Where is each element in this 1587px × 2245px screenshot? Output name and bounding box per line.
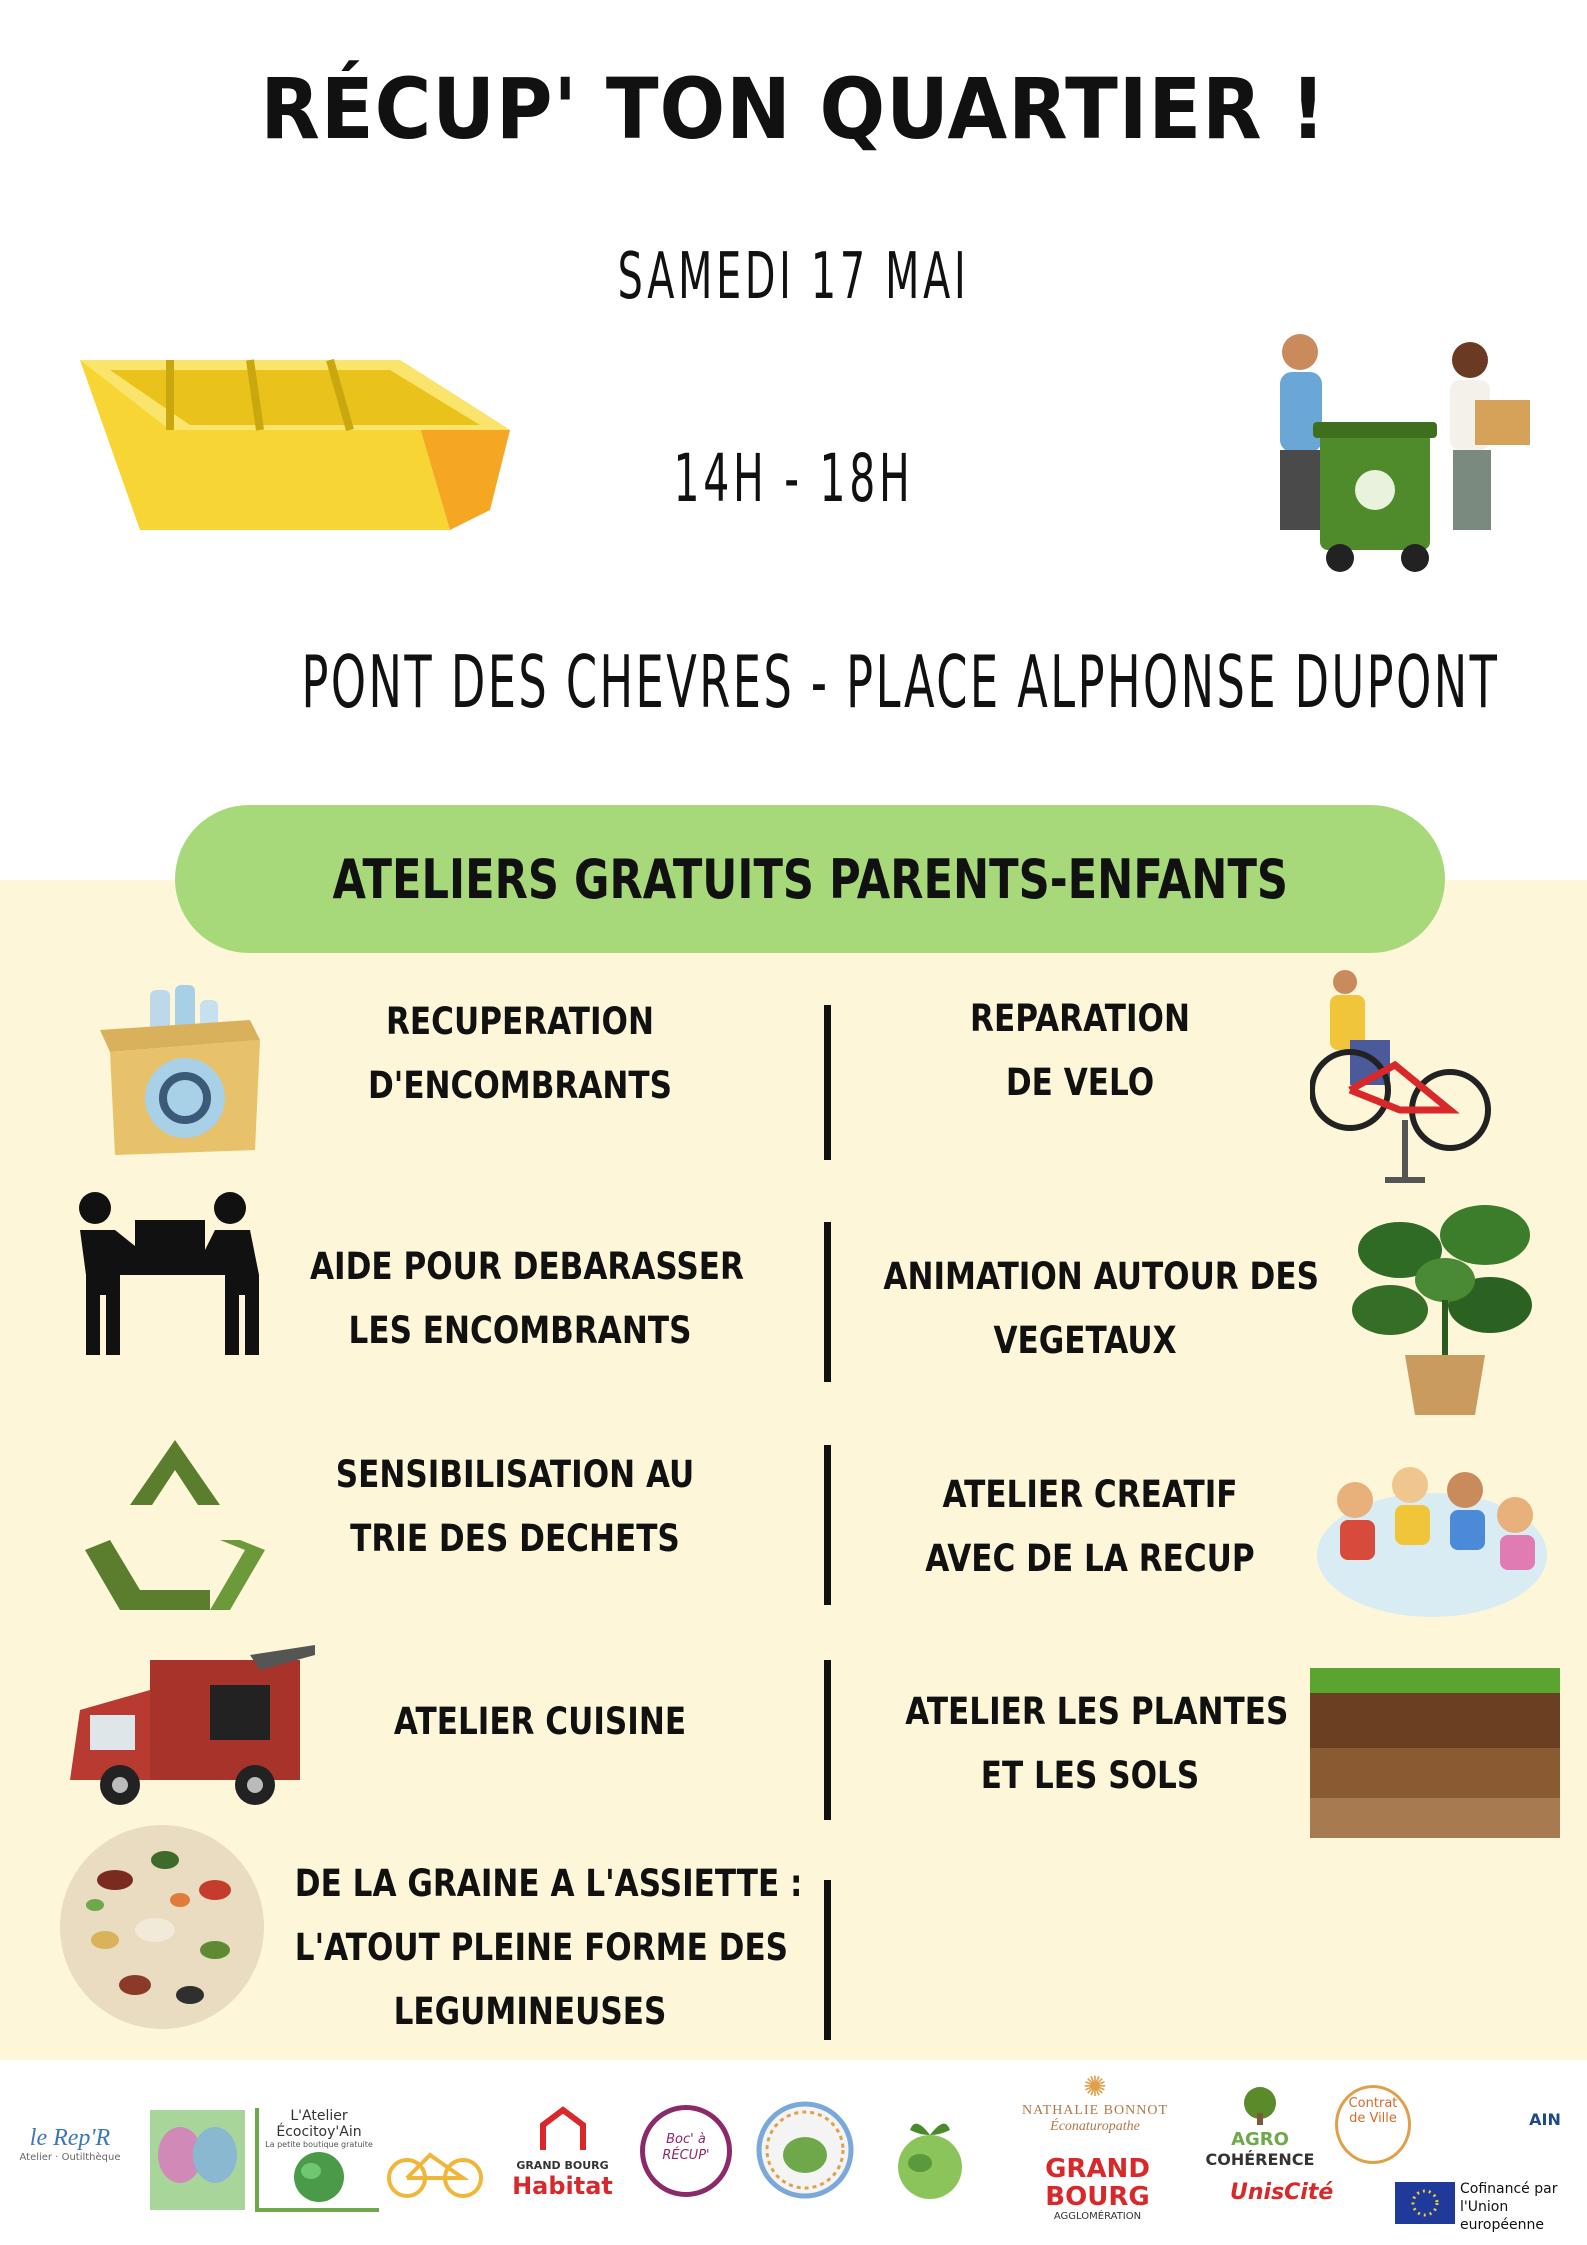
activity-graine-assiette: DE LA GRAINE A L'ASSIETTE : L'ATOUT PLEINE FORME DES LEGUMINEUSES xyxy=(294,1862,803,2033)
logo-circle-colorful xyxy=(755,2100,855,2200)
activity-vegetaux: ANIMATION AUTOUR DES VEGETAUX xyxy=(883,1255,1319,1362)
logo-uniscite: UnisCité xyxy=(1230,2180,1334,2205)
potted-plant-icon xyxy=(1350,1190,1540,1420)
activity-sensibilisation: SENSIBILISATION AU TRIE DES DECHETS xyxy=(335,1453,695,1560)
creative-workshop-icon xyxy=(1315,1445,1550,1620)
eu-flag-icon xyxy=(1395,2182,1455,2224)
people-recycling-illustration xyxy=(1225,330,1545,600)
column-divider xyxy=(824,1005,831,1160)
column-divider xyxy=(824,1880,831,2040)
column-divider xyxy=(824,1222,831,1382)
activity-recuperation: RECUPERATION D'ENCOMBRANTS xyxy=(367,1000,672,1107)
event-hours: 14H - 18H xyxy=(673,440,914,517)
section-heading-pill xyxy=(175,805,1445,953)
tree-icon xyxy=(1235,2085,1285,2125)
soil-layers-icon xyxy=(1310,1668,1560,1838)
activity-plantes-sols: ATELIER LES PLANTES ET LES SOLS xyxy=(905,1690,1289,1797)
house-heart-icon xyxy=(533,2105,593,2155)
logo-butterfly xyxy=(150,2110,245,2210)
movers-icon xyxy=(65,1190,265,1360)
activity-reparation-velo: REPARATION DE VELO xyxy=(970,997,1190,1104)
recycle-arrows-icon xyxy=(80,1430,270,1620)
logo-earth-plant xyxy=(880,2105,980,2205)
section-heading: ATELIERS GRATUITS PARENTS-ENFANTS xyxy=(332,847,1288,911)
event-location: PONT DES CHEVRES - PLACE ALPHONSE DUPONT xyxy=(301,640,1500,724)
logo-contrat-de-ville: Contrat de Ville xyxy=(1335,2085,1411,2164)
recycling-box-icon xyxy=(90,980,270,1160)
eu-cofinance-text: Cofinancé par l'Union européenne xyxy=(1460,2181,1558,2233)
skip-container-illustration xyxy=(70,330,520,560)
bike-logo-icon xyxy=(385,2140,485,2200)
dandelion-icon: ✺ xyxy=(1083,2070,1107,2103)
logo-ecocitoy: L'Atelier Écocitoy'Ain La petite boutique gratuite xyxy=(255,2108,379,2212)
event-date: SAMEDI 17 MAI xyxy=(617,240,970,314)
activity-debarasser: AIDE POUR DEBARASSER LES ENCOMBRANTS xyxy=(310,1245,744,1352)
column-divider xyxy=(824,1660,831,1820)
logo-agro-coherence: AGRO COHÉRENCE xyxy=(1205,2085,1315,2169)
bike-repair-icon xyxy=(1310,970,1495,1190)
logo-grand-bourg-agglo: GRAND BOURG AGGLOMÉRATION xyxy=(1045,2154,1150,2222)
logo-grand-bourg-habitat: GRAND BOURG Habitat xyxy=(505,2105,620,2200)
activity-cuisine: ATELIER CUISINE xyxy=(393,1700,687,1743)
food-truck-icon xyxy=(60,1630,320,1810)
globe-icon xyxy=(289,2149,349,2204)
logo-ain: AIN xyxy=(1529,2110,1561,2129)
logo-boca-recup: Boc' à RÉCUP' xyxy=(640,2105,732,2197)
page-title: RÉCUP' TON QUARTIER ! xyxy=(260,60,1327,158)
legumes-circle-icon xyxy=(55,1820,270,2035)
logo-lerepr: le Rep'R Atelier · Outilthèque xyxy=(19,2125,121,2163)
column-divider xyxy=(824,1445,831,1605)
logo-nathalie-bonnot: ✺ NATHALIE BONNOT Éconaturopathe xyxy=(1021,2070,1169,2134)
activity-creatif: ATELIER CREATIF AVEC DE LA RECUP xyxy=(925,1473,1255,1580)
